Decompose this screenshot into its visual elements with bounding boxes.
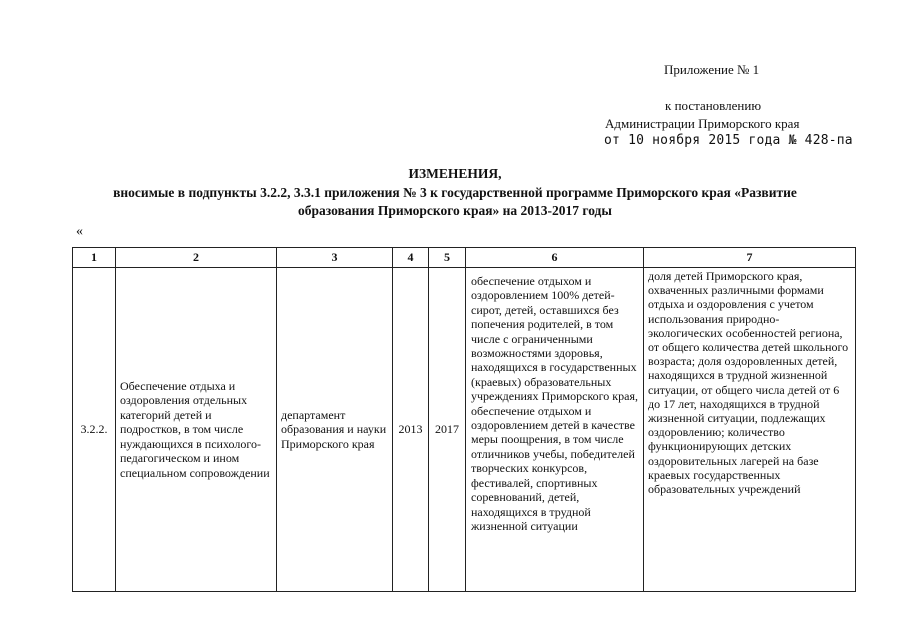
column-header: 3 xyxy=(277,248,393,268)
table-row xyxy=(73,268,856,592)
column-header: 6 xyxy=(466,248,644,268)
executor-cell: департамент образования и науки Приморского края xyxy=(277,268,393,592)
column-header: 5 xyxy=(429,248,466,268)
column-header: 7 xyxy=(644,248,856,268)
document-subtitle-line2: образования Приморского края» на 2013-2017 годы xyxy=(298,203,612,218)
start-year-cell: 2013 xyxy=(393,268,429,592)
changes-table xyxy=(72,247,856,592)
appendix-administration: Администрации Приморского края xyxy=(605,116,800,131)
document-subtitle-line1: вносимые в подпункты 3.2.2, 3.3.1 приложения № 3 к государственной программе Приморского края «Развитие xyxy=(113,185,797,200)
opening-quote-mark: « xyxy=(76,224,83,239)
appendix-to-resolution: к постановлению xyxy=(665,98,762,113)
table-header-row xyxy=(73,248,856,268)
appendix-date-number: от 10 ноября 2015 года № 428-па xyxy=(604,133,853,148)
appendix-title: Приложение № 1 xyxy=(664,62,760,77)
column-header: 4 xyxy=(393,248,429,268)
column-header: 2 xyxy=(116,248,277,268)
measure-cell: Обеспечение отдыха и оздоровления отдельных категорий детей и подростков, в том числе нуждающихся в психолого-педагогическом и ином специальном сопровождении xyxy=(116,268,277,592)
end-year-cell: 2017 xyxy=(429,268,466,592)
document-title: ИЗМЕНЕНИЯ, xyxy=(408,166,502,181)
row-number-cell: 3.2.2. xyxy=(73,268,116,592)
indicators-cell: доля детей Приморского края, охваченных различными формами отдыха и оздоровления с учетом использования природно-экологических особенностей региона, от общего количества детей школьного возраста; доля оздоровленных детей, находящихся в трудной жизненной ситуации, от общего числа детей от 6 до 17 лет, находящихся в трудной жизненной ситуации, подлежащих оздоровлению; количество функционирующих детских оздоровительных лагерей на базе краевых государственных образовательных учреждений xyxy=(644,268,856,592)
expected-result-cell: обеспечение отдыхом и оздоровлением 100% детей-сирот, детей, оставшихся без попечения родителей, в том числе с ограниченными возможностями здоровья, находящихся в государственных (краевых) образовательных учреждениях Приморского края, обеспечение отдыхом и оздоровлением детей в качестве меры поощрения, в том числе отличников учебы, победителей творческих конкурсов, фестивалей, спортивных соревнований, детей, находящихся в трудной жизненной ситуации xyxy=(466,268,644,592)
column-header: 1 xyxy=(73,248,116,268)
